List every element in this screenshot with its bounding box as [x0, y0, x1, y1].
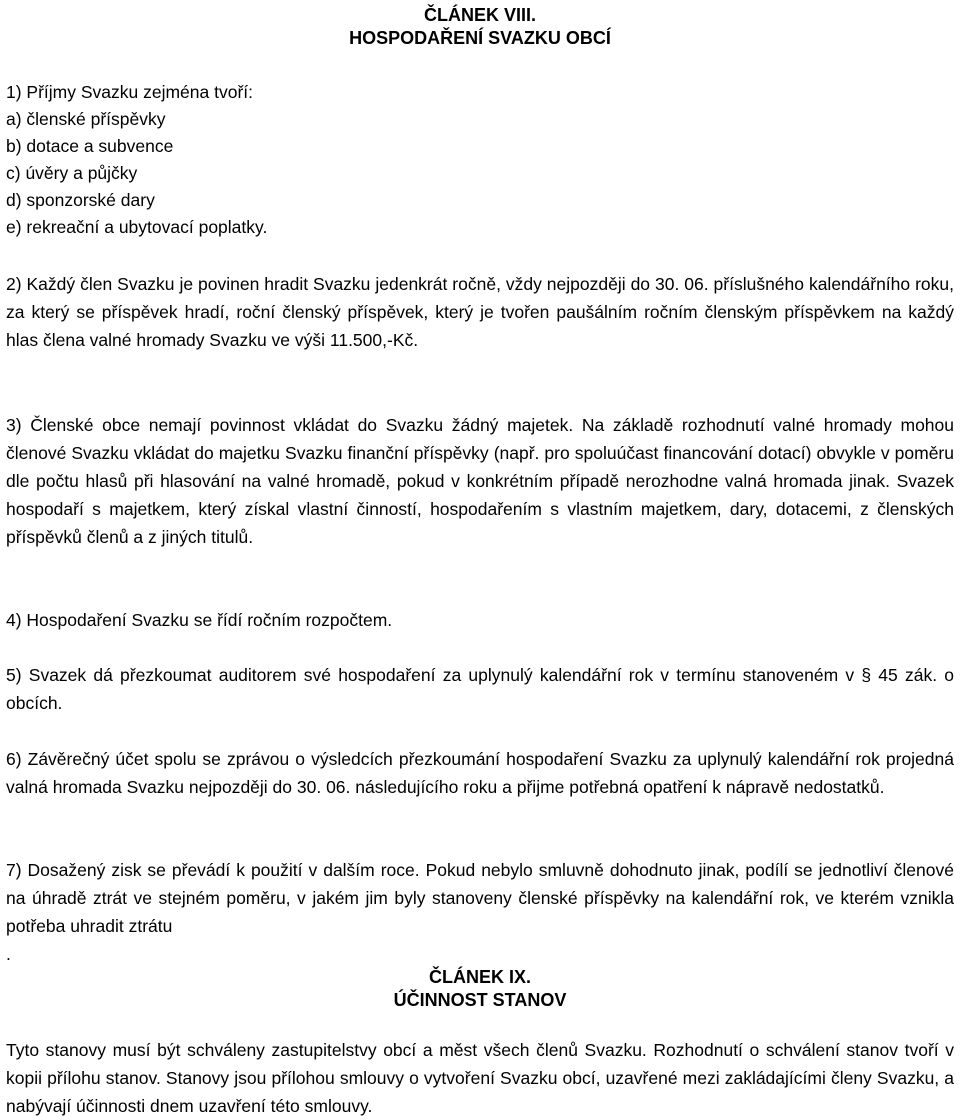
article-8-title: HOSPODAŘENÍ SVAZKU OBCÍ — [349, 28, 611, 48]
paragraph-final: Tyto stanovy musí být schváleny zastupitelstvy obcí a měst všech členů Svazku. Rozhodnutí o schválení stanov tvoří v kopii přílohu stanov. Stanovy jsou přílohou smlouvy o vytvoření Svazku obcí, uzavřené mezi zakládajícími členy Svazku, a nabývají účinnosti dnem uzavření této smlouvy. — [6, 1040, 954, 1116]
article-9-heading — [6, 966, 954, 1012]
article-8-number: ČLÁNEK VIII. — [423, 5, 536, 25]
stray-period: . — [6, 944, 11, 964]
article-9-title: ÚČINNOST STANOV — [393, 990, 567, 1010]
list-item: e) rekreační a ubytovací poplatky. — [6, 217, 268, 237]
article-8-heading — [6, 4, 954, 50]
list-item: b) dotace a subvence — [6, 136, 174, 156]
list-item: d) sponzorské dary — [6, 190, 155, 210]
paragraph-7: 7) Dosažený zisk se převádí k použití v dalším roce. Pokud nebylo smluvně dohodnuto jinak, podílí se jednotliví členové na úhradě ztrát ve stejném poměru, v jakém jim byly stanoveny členské příspěvky na kalendářní rok, ve kterém vznikla potřeba uhradit ztrátu — [6, 860, 954, 936]
list-item: c) úvěry a půjčky — [6, 163, 138, 183]
paragraph-3: 3) Členské obce nemají povinnost vkládat do Svazku žádný majetek. Na základě rozhodnutí valné hromady mohou členové Svazku vkládat do majetku Svazku finanční příspěvky (např. pro spoluúčast financování dotací) obvykle v poměru dle počtu hlasů při hlasování na valné hromadě, pokud v konkrétním případě nerozhodne valná hromada jinak. Svazek hospodaří s majetkem, který získal vlastní činností, hospodařením s vlastním majetkem, dary, dotacemi, z členských příspěvků členů a z jiných titulů. — [6, 415, 954, 547]
paragraph-1 — [6, 79, 954, 241]
article-9-number: ČLÁNEK IX. — [428, 967, 531, 987]
paragraph-2: 2) Každý člen Svazku je povinen hradit Svazku jedenkrát ročně, vždy nejpozději do 30. 06. příslušného kalendářního roku, za který se příspěvek hradí, roční členský příspěvek, který je tvořen paušálním ročním členským příspěvkem na každý hlas člena valné hromady Svazku ve výši 11.500,-Kč. — [6, 274, 954, 350]
paragraph-1-intro: 1) Příjmy Svazku zejména tvoří: — [6, 82, 254, 102]
paragraph-4: 4) Hospodaření Svazku se řídí ročním rozpočtem. — [6, 610, 393, 630]
paragraph-6: 6) Závěrečný účet spolu se zprávou o výsledcích přezkoumání hospodaření Svazku za uplynulý kalendářní rok projedná valná hromada Svazku nejpozději do 30. 06. následujícího roku a přijme potřebná opatření k nápravě nedostatků. — [6, 749, 954, 797]
list-item: a) členské příspěvky — [6, 109, 166, 129]
paragraph-5: 5) Svazek dá přezkoumat auditorem své hospodaření za uplynulý kalendářní rok v termínu stanoveném v § 45 zák. o obcích. — [6, 665, 954, 713]
